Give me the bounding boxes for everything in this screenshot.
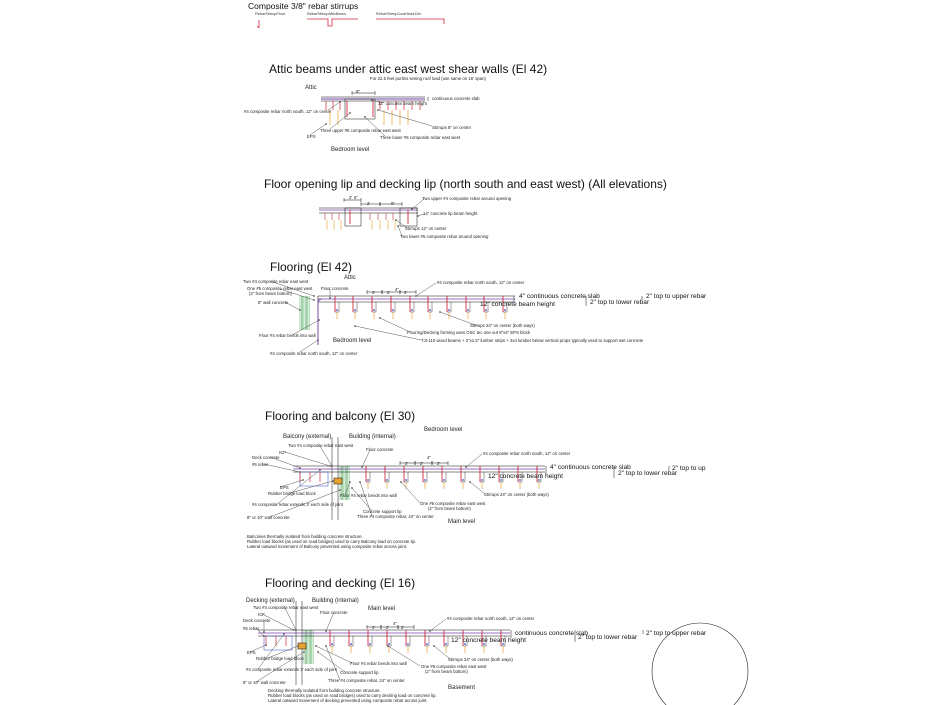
opening-upper-label: Two upper #4 composite rebar around opening (422, 196, 512, 201)
leader-arrowhead (319, 469, 321, 471)
leader-arrowhead (325, 645, 327, 647)
f16-deck-concrete-label: Deck concrete (243, 618, 271, 623)
f42-one-rebar-sub: (2" from beam bottom) (249, 291, 292, 296)
attic-stirrups-label: Stirrups 8" on center (432, 125, 472, 130)
leader-line (362, 450, 370, 467)
leader-arrowhead (297, 645, 299, 647)
leader-arrowhead (313, 299, 315, 301)
attic-beam-height-label: 12" concrete beam height (378, 101, 427, 106)
opening-beam-height-label: 14" concrete lip beam height (423, 211, 478, 216)
lower-rebar-dot (369, 643, 371, 645)
attic-dim: 8" (356, 89, 360, 94)
lower-rebar-dot (331, 643, 333, 645)
lower-rebar-dot (336, 309, 338, 311)
lower-rebar-dot (485, 309, 487, 311)
f42-ns-bottom-label: #4 composite rebar north south, 12" on center (270, 351, 358, 356)
f16-ns-rebar-label: #4 composite rebar north south, 12" on center (447, 616, 535, 621)
leader-line (285, 608, 296, 630)
leader-arrowhead (469, 481, 471, 483)
leader-arrowhead (325, 123, 327, 125)
f16-rubber-block (298, 643, 306, 649)
leader-arrowhead (299, 467, 301, 469)
leader-arrowhead (313, 295, 315, 297)
f16-beam-height-label: 12" concrete beam height (451, 637, 526, 644)
stirrup-attic-shape (307, 19, 358, 26)
f42-top-lower-label: 2" top to lower rebar (590, 299, 650, 306)
f30-slab-label: 4" continuous concrete slab (550, 464, 631, 471)
f16-slab-label: continuous concrete slab (515, 630, 588, 637)
lower-rebar-dot (448, 309, 450, 311)
leader-line (416, 283, 436, 296)
f16-floor-concrete-label: Floor concrete (320, 610, 348, 615)
f30-stirrups-label: Stirrups 24" on center (both ways) (484, 492, 549, 497)
f42-one-rebar-label: One #5 composite rebar east west (247, 286, 313, 291)
f30-support-label: Concrete support lip (363, 509, 402, 514)
opening-dim-1: 2' (349, 195, 353, 200)
lower-rebar-dot (424, 479, 426, 481)
f30-bends-label: Floor #4 rebar bends into wall (340, 493, 397, 498)
f30-eps-label: EPS (280, 485, 289, 490)
stirrup-floor-label: RebarStirrupFloor (255, 12, 286, 16)
f16-one-rebar-label: One #5 composite rebar east west (421, 664, 487, 669)
attic-level-bottom: Bedroom level (331, 147, 370, 153)
f42-dim-3: 4" (395, 287, 399, 292)
f30-composite-label: #4 composite rebar extends 3' each side of joint (252, 502, 343, 507)
leader-arrowhead (359, 481, 361, 483)
lower-rebar-dot (407, 643, 409, 645)
f30-dim-2: 2' (420, 461, 424, 466)
attic-lower-label: Three lower #5 composite rebar east west (380, 135, 461, 140)
f30-internal-label: Building (internal) (349, 434, 396, 440)
f42-bent-rebar (318, 299, 322, 345)
f42-dim-1: 2' (372, 290, 376, 295)
leader-line (264, 464, 300, 472)
lower-rebar-dot (429, 309, 431, 311)
f16-one-rebar-sub: (2" from beam bottom) (425, 669, 468, 674)
leader-line (466, 454, 482, 467)
leader-arrowhead (349, 112, 351, 114)
leader-line (320, 446, 332, 466)
lower-rebar-dot (392, 309, 394, 311)
leader-arrowhead (299, 471, 301, 473)
f16-bends-label: Floor #4 rebar bends into wall (350, 661, 407, 666)
opening-dim-2: 6" (354, 195, 358, 200)
opening-dim-3: 2' (367, 201, 371, 206)
attic-upper-label: Three upper #5 composite rebar east west (320, 128, 401, 133)
attic-level-top: Attic (305, 85, 317, 91)
leader-arrowhead (329, 465, 331, 467)
opening-lip-right (400, 208, 417, 226)
leader-line (326, 646, 340, 680)
leader-arrowhead (411, 208, 413, 210)
lower-rebar-dot (354, 309, 356, 311)
leader-arrowhead (415, 295, 417, 297)
f16-note-3: Lateral outward movement of decking prevented using composite rebar across joint. (268, 698, 428, 703)
f16-external-label: Decking (external) (246, 598, 295, 604)
f30-eps-block (300, 472, 328, 486)
leader-line (285, 452, 330, 466)
attic-eps-label: EPS (307, 134, 316, 139)
f16-note-2: Rubber load blocks (as used on road bridges) used to carry decking load on concrete lip. (268, 693, 437, 698)
f30-deck-concrete-label: Deck concrete (252, 455, 280, 460)
f30-top-upper-label: 2" top to up (672, 465, 706, 472)
flooring42-level-top: Attic (344, 275, 356, 281)
flooring30-title: Flooring and balcony (El 30) (265, 409, 416, 423)
attic-title: Attic beams under attic east west shear walls (El 42) (269, 62, 548, 76)
leader-arrowhead (318, 319, 320, 321)
lower-rebar-dot (411, 309, 413, 311)
leader-arrowhead (331, 465, 333, 467)
leader-arrowhead (400, 481, 402, 483)
leader-arrowhead (302, 479, 304, 481)
lower-rebar-dot (386, 479, 388, 481)
f42-top-upper-label: 2" top to upper rebar (646, 293, 707, 300)
leader-arrowhead (429, 630, 431, 632)
f16-eps-label: EPS (247, 650, 256, 655)
f30-dim-3: 4" (427, 455, 431, 460)
leader-arrowhead (329, 297, 331, 299)
f30-note-2: Rubber load blocks (as used on road bridges) used to carry Balcony load on concrete lip. (247, 539, 417, 544)
leader-line (430, 619, 446, 631)
f16-dim-1: 2' (372, 625, 376, 630)
flooring16-level-bottom: Basement (448, 685, 476, 691)
f30-rubber-label: Rubber bridge load block (268, 491, 316, 496)
leader-arrowhead (364, 116, 366, 118)
f42-ns-rebar-label: #4 composite rebar north south, 12" on center (437, 280, 525, 285)
f30-ew-rebar-label: Two #4 composite rebar east west (288, 443, 354, 448)
f16-top-lower-label: 2" top to lower rebar (578, 634, 638, 641)
lower-rebar-dot (350, 643, 352, 645)
lower-rebar-dot (481, 479, 483, 481)
f30-floor-concrete-label: Floor concrete (366, 447, 394, 452)
lower-rebar-dot (467, 309, 469, 311)
f16-dim-3: 4" (393, 621, 397, 626)
f16-three-label: Three #4 composite rebar, 24" on center (328, 678, 405, 683)
stirrup-cowhead-shape (376, 19, 444, 24)
lower-rebar-dot (443, 479, 445, 481)
f30-dim-1: 2' (405, 461, 409, 466)
f30-note-1: Balconies thermally isolated from building concrete structure. (247, 534, 363, 539)
leader-arrowhead (339, 489, 341, 491)
leader-arrowhead (439, 311, 441, 313)
leader-arrowhead (354, 325, 356, 327)
f30-rubber-block (334, 478, 342, 484)
leader-arrowhead (317, 651, 319, 653)
attic-subtitle: For 22.5 feet purlins seeing roof load (use same on 16' span) (370, 76, 486, 81)
lower-rebar-dot (462, 479, 464, 481)
leader-arrowhead (349, 481, 351, 483)
f16-wall-label: 8" or 10" wall concrete (243, 680, 286, 685)
f42-slab-label: 4" continuous concrete slab (519, 293, 600, 300)
f16-stirrups-label: Stirrups 24" on center (both ways) (448, 657, 513, 662)
f30-note-3: Lateral outward movement of Balcony prevented using composite rebar across joint. (247, 544, 408, 549)
opening-lip-left (345, 208, 361, 226)
leader-arrowhead (351, 487, 353, 489)
f30-ns-rebar-label: #4 composite rebar north south, 12" on center (483, 451, 571, 456)
f16-ew-rebar-label: Two #4 composite rebar east west (253, 605, 319, 610)
f42-floor-concrete-label: Floor concrete (321, 286, 349, 291)
leader-arrowhead (332, 480, 334, 482)
opening-lower-label: Two lower #5 composite rebar around opening (400, 234, 489, 239)
f30-beam-height-label: 12" concrete beam height (488, 473, 563, 480)
attic-slab-label: continuous concrete slab (432, 96, 480, 101)
leader-arrowhead (433, 645, 435, 647)
stirrup-cowhead-label: RebarStirrupCowHead12in (376, 12, 422, 16)
leader-line (378, 110, 432, 126)
f30-top-lower-label: 2" top to lower rebar (618, 470, 678, 477)
lower-rebar-dot (367, 479, 369, 481)
f30-one-rebar-label: One #5 composite rebar east west (420, 501, 486, 506)
leader-arrowhead (263, 631, 265, 633)
f16-rubber-label: Rubber bridge load block (256, 656, 304, 661)
f30-one-rebar-sub: (2" from beam bottom) (428, 506, 471, 511)
attic-beam-outline (345, 99, 375, 119)
f42-bends-label: Floor #4 rebar bends into wall (259, 333, 316, 338)
lower-rebar-dot (445, 643, 447, 645)
leader-arrowhead (265, 644, 267, 646)
lower-rebar-dot (405, 479, 407, 481)
f16-icf-label: ICF (258, 612, 265, 617)
leader-arrowhead (283, 633, 285, 635)
leader-arrowhead (325, 630, 327, 632)
flooring42-title: Flooring (El 42) (270, 260, 353, 274)
f16-support-label: Concrete support lip (340, 670, 379, 675)
f30-external-label: Balcony (external) (283, 434, 332, 440)
leader-arrowhead (361, 466, 363, 468)
flooring16-level-top: Main level (368, 606, 396, 612)
leader-arrowhead (299, 309, 301, 311)
leader-line (401, 482, 420, 503)
f42-wall-label: 8" wall concrete (258, 300, 289, 305)
f42-decking-label: Flooring/Decking forming uses OSC tec one out 8"x4" EPS block (407, 330, 531, 335)
stirrup-attic-label: RebarStirrupAtticBeam (307, 12, 346, 16)
f30-wall-label: 8" or 10" wall concrete (247, 515, 290, 520)
leader-arrowhead (293, 629, 295, 631)
f16-top-upper-label: 2" top to upper rebar (646, 630, 707, 637)
leader-arrowhead (371, 99, 373, 101)
lower-rebar-dot (426, 643, 428, 645)
f42-beam-height-label: 12" concrete beam height (480, 301, 555, 308)
f42-dim-2: 2' (387, 290, 391, 295)
leader-line (470, 482, 485, 494)
leader-arrowhead (339, 101, 341, 103)
leader-line (330, 113, 350, 129)
leader-arrowhead (465, 466, 467, 468)
leader-arrowhead (387, 645, 389, 647)
leader-arrowhead (263, 635, 265, 637)
leader-arrowhead (379, 317, 381, 319)
opening-stirrups-label: Stirrups 12" on center (405, 226, 447, 231)
lower-rebar-dot (504, 309, 506, 311)
stirrups-title: Composite 3/8" rebar stirrups (248, 1, 359, 11)
attic-rebar-ns-label: #4 composite rebar north south, 12" on center (244, 109, 332, 114)
leader-arrowhead (303, 651, 305, 653)
f16-note-1: Decking thermally isolated from building concrete structure. (268, 688, 381, 693)
flooring16-title: Flooring and decking (El 16) (265, 576, 416, 590)
leader-arrowhead (397, 225, 399, 227)
leader-arrowhead (377, 109, 379, 111)
f30-rebar5-label: #5 rebar (252, 462, 269, 467)
leader-arrowhead (315, 645, 317, 647)
leader-arrowhead (395, 219, 397, 221)
f30-icf-label: ICF (279, 450, 286, 455)
f16-dim-4: 2' (401, 625, 405, 630)
f42-stirrups-label: Stirrups 24" on center (both ways) (470, 323, 535, 328)
flooring30-level-bottom: Main level (448, 519, 476, 525)
f16-eps-block (264, 636, 292, 650)
flooring30-level-top: Bedroom level (424, 427, 463, 433)
f16-dim-2: 2' (386, 625, 390, 630)
f42-ew-rebar-label: Two #4 composite rebar east west (243, 279, 309, 284)
f16-composite-label: #4 composite rebar extends 3' each side of joint (246, 667, 337, 672)
f16-rebar5-label: #5 rebar (243, 626, 260, 631)
leader-line (380, 318, 410, 332)
flooring42-level-bottom: Bedroom level (333, 338, 372, 344)
f30-three-label: Three #4 composite rebar, 24" on center (357, 514, 434, 519)
lower-rebar-dot (388, 643, 390, 645)
floor-opening-title: Floor opening lip and decking lip (north south and east west) (All elevations) (264, 177, 667, 191)
leader-line (258, 634, 284, 669)
leader-arrowhead (417, 215, 419, 217)
f42-dim-4: 2' (404, 290, 408, 295)
opening-dim-4: 6" (391, 201, 395, 206)
leader-arrowhead (295, 629, 297, 631)
f16-internal-label: Building (internal) (312, 598, 359, 604)
lower-rebar-dot (373, 309, 375, 311)
f30-dim-4: 2' (437, 461, 441, 466)
f42-tji-label: TJI-110 wood beams + 2"x1.5" lumber strips + 2x4 lumber below vertical props typically used to support wet concrete (421, 338, 644, 343)
leader-arrowhead (317, 339, 319, 341)
